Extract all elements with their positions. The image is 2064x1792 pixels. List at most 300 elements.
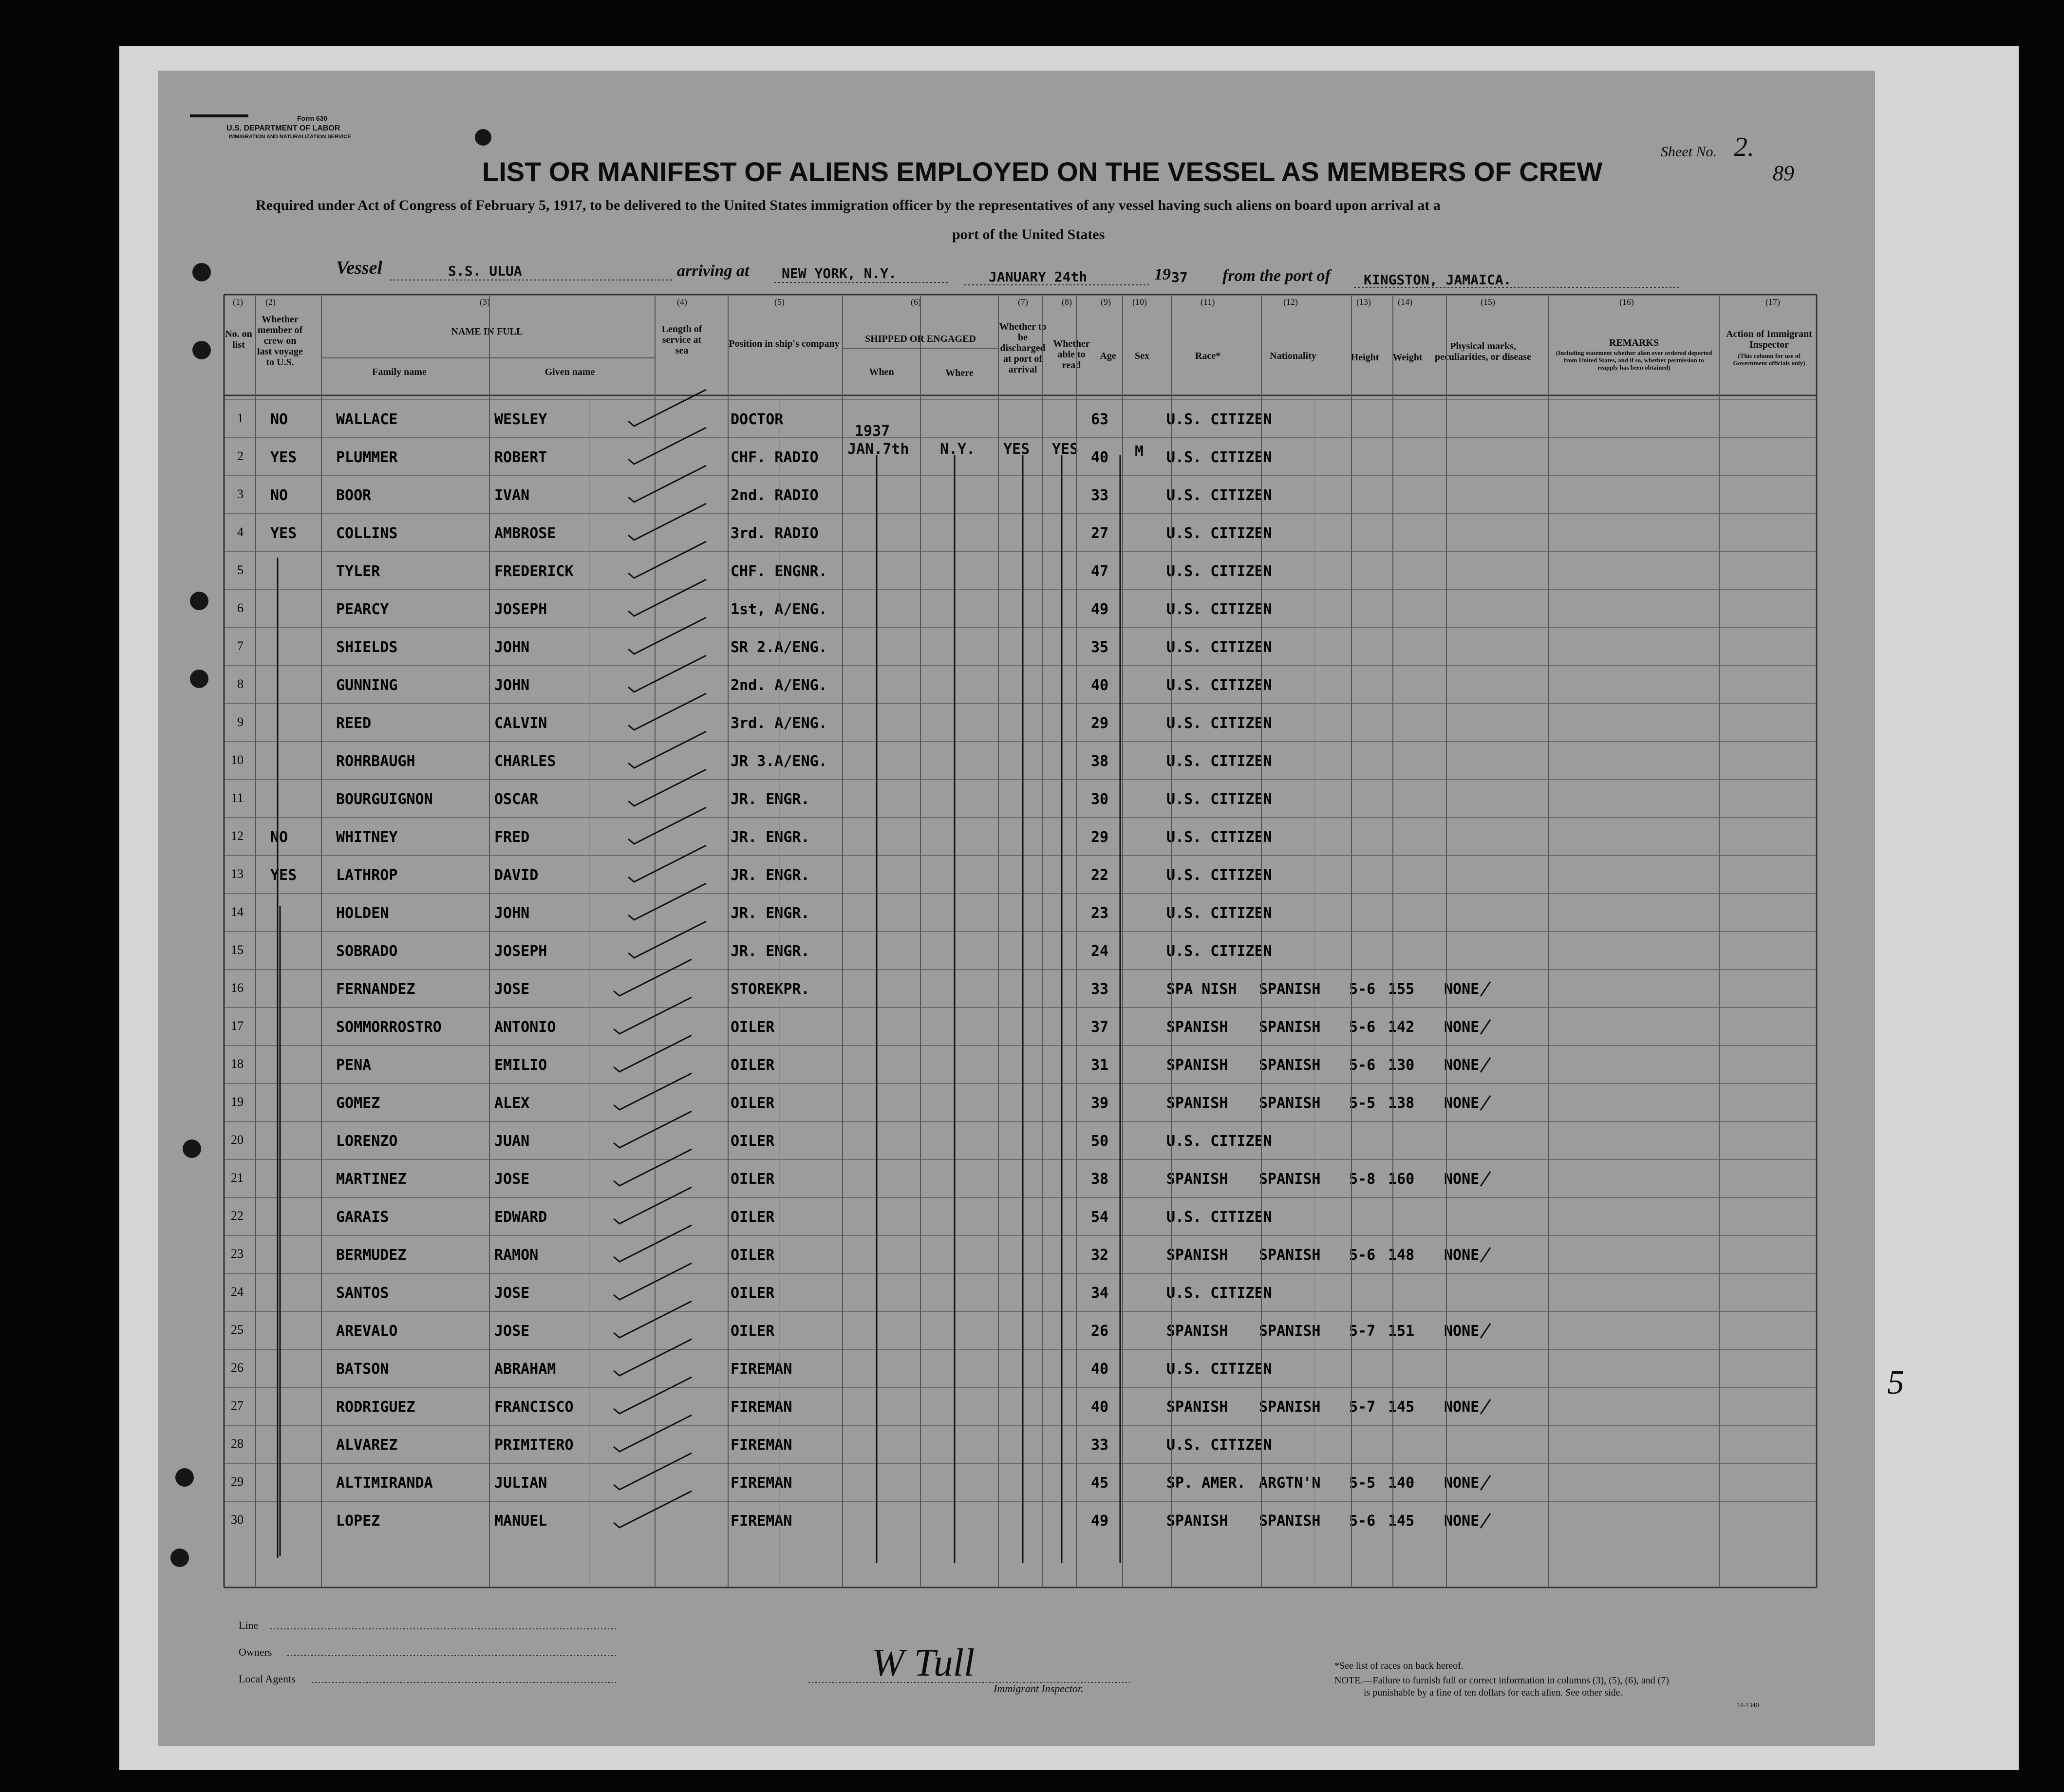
cell-no: 12 bbox=[231, 829, 244, 843]
col-label: Whether member of crew on last voyage to U.S. bbox=[257, 314, 303, 368]
cell-age: 50 bbox=[1091, 1133, 1109, 1150]
cell-family: LOPEZ bbox=[336, 1512, 380, 1530]
col-num: (1) bbox=[233, 297, 243, 307]
cell-wt: 145 bbox=[1388, 1512, 1415, 1530]
cell-wt: 140 bbox=[1388, 1475, 1415, 1492]
cell-family: GARAIS bbox=[336, 1209, 389, 1226]
cell-no: 8 bbox=[237, 677, 244, 691]
col-num: (10) bbox=[1132, 297, 1147, 307]
col-label: Age bbox=[1100, 351, 1116, 361]
cell-race: SPANISH bbox=[1166, 1095, 1228, 1112]
cell-family: GUNNING bbox=[336, 677, 398, 694]
cell-position: DOCTOR bbox=[731, 411, 784, 428]
cell-no: 4 bbox=[237, 525, 244, 539]
where-header: Where bbox=[945, 368, 974, 378]
arrival-date: JANUARY 24th bbox=[989, 269, 1088, 285]
cell-family: GOMEZ bbox=[336, 1095, 380, 1112]
col-num: (13) bbox=[1356, 297, 1371, 307]
cell-last: NO bbox=[270, 411, 288, 428]
cell-nat: SPANISH bbox=[1259, 1019, 1321, 1036]
cell-nat: ARGTN'N bbox=[1259, 1475, 1321, 1492]
cell-position: FIREMAN bbox=[731, 1512, 792, 1530]
cell-family: BATSON bbox=[336, 1361, 389, 1378]
cell-given: ABRAHAM bbox=[494, 1361, 556, 1378]
cell-nat: SPANISH bbox=[1259, 1512, 1321, 1530]
cell-wt: 160 bbox=[1388, 1171, 1415, 1188]
col-label: Whether to be discharged at port of arrival bbox=[999, 321, 1047, 375]
cell-position: JR. ENGR. bbox=[731, 829, 810, 846]
cell-no: 15 bbox=[231, 943, 244, 957]
cell-family: ALTIMIRANDA bbox=[336, 1475, 433, 1492]
cell-family: WHITNEY bbox=[336, 829, 398, 846]
cell-race: SPANISH bbox=[1166, 1019, 1228, 1036]
cell-race: U.S. CITIZEN bbox=[1166, 601, 1272, 618]
cell-marks: NONE bbox=[1444, 1323, 1480, 1340]
cell-ht: 5-6 bbox=[1349, 1512, 1376, 1530]
cell-age: 30 bbox=[1091, 791, 1109, 808]
cell-family: BOURGUIGNON bbox=[336, 791, 433, 808]
cell-wt: 138 bbox=[1388, 1095, 1415, 1112]
cell-position: FIREMAN bbox=[731, 1437, 792, 1454]
cell-position: 3rd. A/ENG. bbox=[731, 715, 827, 732]
cell-race: U.S. CITIZEN bbox=[1166, 1361, 1272, 1378]
cell-race: SPANISH bbox=[1166, 1247, 1228, 1264]
cell-wt: 155 bbox=[1388, 981, 1415, 998]
cell-given: JOSEPH bbox=[494, 601, 547, 618]
cell-age: 33 bbox=[1091, 981, 1109, 998]
col-num: (3) bbox=[480, 297, 490, 307]
form-number: Form 630 bbox=[297, 114, 328, 122]
cell-race: U.S. CITIZEN bbox=[1166, 943, 1272, 960]
cell-nat: SPANISH bbox=[1259, 1399, 1321, 1416]
cell-ht: 5-7 bbox=[1349, 1323, 1376, 1340]
arrival-port: NEW YORK, N.Y. bbox=[782, 265, 897, 281]
cell-position: 3rd. RADIO bbox=[731, 525, 819, 542]
cell-age: 27 bbox=[1091, 525, 1109, 542]
cell-race: U.S. CITIZEN bbox=[1166, 1285, 1272, 1302]
cell-position: STOREKPR. bbox=[731, 981, 810, 998]
cell-age: 40 bbox=[1091, 677, 1109, 694]
cell-no: 5 bbox=[237, 563, 244, 577]
races-note: *See list of races on back hereof. bbox=[1334, 1661, 1464, 1671]
cell-position: FIREMAN bbox=[731, 1475, 792, 1492]
cell-family: PEARCY bbox=[336, 601, 389, 618]
col-label: Length of service at sea bbox=[661, 324, 702, 356]
cell-given: JOHN bbox=[494, 677, 530, 694]
cell-age: 37 bbox=[1091, 1019, 1109, 1036]
cell-race: U.S. CITIZEN bbox=[1166, 1209, 1272, 1226]
cell-given: IVAN bbox=[494, 487, 530, 504]
cell-position: FIREMAN bbox=[731, 1361, 792, 1378]
cell-age: 47 bbox=[1091, 563, 1109, 580]
cell-age: 40 bbox=[1091, 1361, 1109, 1378]
cell-age: 32 bbox=[1091, 1247, 1109, 1264]
cell-family: PLUMMER bbox=[336, 449, 398, 466]
cell-race: SPANISH bbox=[1166, 1171, 1228, 1188]
cell-no: 26 bbox=[231, 1361, 244, 1375]
cell-position: OILER bbox=[731, 1285, 775, 1302]
cell-family: LATHROP bbox=[336, 867, 398, 884]
cell-position: OILER bbox=[731, 1209, 775, 1226]
cell-family: SHIELDS bbox=[336, 639, 398, 656]
cell-position: JR. ENGR. bbox=[731, 867, 810, 884]
cell-age: 38 bbox=[1091, 1171, 1109, 1188]
cell-ht: 5-5 bbox=[1349, 1095, 1376, 1112]
col-label: NAME IN FULL bbox=[451, 326, 523, 337]
cell-no: 21 bbox=[231, 1171, 244, 1185]
cell-ht: 5-7 bbox=[1349, 1399, 1376, 1416]
cell-race: U.S. CITIZEN bbox=[1166, 677, 1272, 694]
cell-position: OILER bbox=[731, 1133, 775, 1150]
col-label: REMARKS bbox=[1609, 337, 1659, 348]
cell-no: 13 bbox=[231, 867, 244, 881]
cell-family: RODRIGUEZ bbox=[336, 1399, 415, 1416]
col-num: (17) bbox=[1765, 297, 1780, 307]
cell-family: LORENZO bbox=[336, 1133, 398, 1150]
cell-given: CHARLES bbox=[494, 753, 556, 770]
cell-given: JOSE bbox=[494, 1171, 530, 1188]
cell-position: OILER bbox=[731, 1247, 775, 1264]
cell-no: 11 bbox=[231, 791, 244, 805]
cell-family: MARTINEZ bbox=[336, 1171, 407, 1188]
cell-marks: NONE bbox=[1444, 1095, 1480, 1112]
cell-no: 17 bbox=[231, 1019, 244, 1033]
cell-ht: 5-8 bbox=[1349, 1171, 1376, 1188]
cell-position: CHF. RADIO bbox=[731, 449, 819, 466]
cell-family: AREVALO bbox=[336, 1323, 398, 1340]
from-port-label: from the port of bbox=[1222, 267, 1331, 285]
col-label: Weight bbox=[1392, 352, 1423, 363]
cell-given: JOSE bbox=[494, 981, 530, 998]
cell-given: AMBROSE bbox=[494, 525, 556, 542]
corner-number: 89 bbox=[1773, 161, 1794, 185]
cell-no: 20 bbox=[231, 1133, 244, 1147]
col-num: (16) bbox=[1619, 297, 1634, 307]
cell-wt: 148 bbox=[1388, 1247, 1415, 1264]
col-label: Physical marks, peculiarities, or disease bbox=[1435, 341, 1531, 362]
when-header: When bbox=[869, 367, 894, 377]
col-num: (7) bbox=[1018, 297, 1028, 307]
cell-race: U.S. CITIZEN bbox=[1166, 753, 1272, 770]
cell-family: BERMUDEZ bbox=[336, 1247, 407, 1264]
cell-race: U.S. CITIZEN bbox=[1166, 449, 1272, 466]
cell-given: FRED bbox=[494, 829, 530, 846]
vessel-name: S.S. ULUA bbox=[448, 263, 522, 279]
cell-age: 63 bbox=[1091, 411, 1109, 428]
owners-label: Owners bbox=[239, 1646, 272, 1658]
cell-marks: NONE bbox=[1444, 981, 1480, 998]
cell-given: JOHN bbox=[494, 639, 530, 656]
col-num: (11) bbox=[1201, 297, 1215, 307]
inspector-label: Immigrant Inspector. bbox=[994, 1682, 1084, 1695]
cell-race: SPANISH bbox=[1166, 1323, 1228, 1340]
cell-family: REED bbox=[336, 715, 372, 732]
cell-race: U.S. CITIZEN bbox=[1166, 525, 1272, 542]
cell-given: EMILIO bbox=[494, 1057, 547, 1074]
cell-no: 2 bbox=[237, 449, 244, 463]
cell-family: SOBRADO bbox=[336, 943, 398, 960]
cell-given: JOHN bbox=[494, 905, 530, 922]
cell-nat: SPANISH bbox=[1259, 1247, 1321, 1264]
cell-nat: SPANISH bbox=[1259, 1323, 1321, 1340]
cell-age: 38 bbox=[1091, 753, 1109, 770]
cell-no: 7 bbox=[237, 639, 244, 653]
cell-no: 22 bbox=[231, 1209, 244, 1223]
cell-given: DAVID bbox=[494, 867, 539, 884]
cell-position: 1st, A/ENG. bbox=[731, 601, 827, 618]
form-code: 14-1340 bbox=[1736, 1702, 1759, 1709]
cell-age: 34 bbox=[1091, 1285, 1109, 1302]
cell-age: 39 bbox=[1091, 1095, 1109, 1112]
cell-no: 10 bbox=[231, 753, 244, 767]
cell-marks: NONE bbox=[1444, 1247, 1480, 1264]
cell-given: RAMON bbox=[494, 1247, 539, 1264]
cell-last: YES bbox=[270, 867, 297, 884]
sex-value: M bbox=[1135, 443, 1144, 460]
col-num: (9) bbox=[1101, 297, 1111, 307]
col-label: Height bbox=[1351, 352, 1379, 363]
col-label: SHIPPED OR ENGAGED bbox=[865, 334, 976, 344]
cell-given: MANUEL bbox=[494, 1512, 547, 1530]
cell-given: FRANCISCO bbox=[494, 1399, 574, 1416]
cell-race: U.S. CITIZEN bbox=[1166, 715, 1272, 732]
cell-family: HOLDEN bbox=[336, 905, 389, 922]
cell-no: 29 bbox=[231, 1475, 244, 1489]
cell-no: 6 bbox=[237, 601, 244, 615]
cell-ht: 5-6 bbox=[1349, 981, 1376, 998]
cell-given: ANTONIO bbox=[494, 1019, 556, 1036]
cell-age: 29 bbox=[1091, 715, 1109, 732]
line-label: Line bbox=[239, 1619, 259, 1631]
col-label: Race* bbox=[1195, 351, 1221, 361]
col-num: (15) bbox=[1481, 297, 1495, 307]
cell-nat: SPANISH bbox=[1259, 1171, 1321, 1188]
cell-age: 49 bbox=[1091, 1512, 1109, 1530]
cell-given: FREDERICK bbox=[494, 563, 574, 580]
cell-position: 2nd. A/ENG. bbox=[731, 677, 827, 694]
cell-no: 16 bbox=[231, 981, 244, 995]
cell-family: WALLACE bbox=[336, 411, 398, 428]
discharged-value: YES bbox=[1003, 441, 1030, 458]
cell-race: U.S. CITIZEN bbox=[1166, 829, 1272, 846]
year-prefix: 19 bbox=[1154, 265, 1171, 283]
cell-age: 40 bbox=[1091, 449, 1109, 466]
cell-given: PRIMITERO bbox=[494, 1437, 574, 1454]
cell-no: 27 bbox=[231, 1399, 244, 1413]
col-label: Nationality bbox=[1270, 351, 1316, 361]
cell-no: 25 bbox=[231, 1323, 244, 1337]
col-num: (14) bbox=[1398, 297, 1412, 307]
cell-wt: 151 bbox=[1388, 1323, 1415, 1340]
cell-age: 24 bbox=[1091, 943, 1109, 960]
col-label: No. on list bbox=[225, 329, 252, 350]
cell-position: 2nd. RADIO bbox=[731, 487, 819, 504]
cell-nat: SPANISH bbox=[1259, 981, 1321, 998]
col-num: (6) bbox=[911, 297, 921, 307]
cell-age: 45 bbox=[1091, 1475, 1109, 1492]
cell-no: 9 bbox=[237, 715, 244, 729]
cell-marks: NONE bbox=[1444, 1512, 1480, 1530]
sheet-number: 2. bbox=[1734, 132, 1754, 162]
cell-age: 35 bbox=[1091, 639, 1109, 656]
shipped-when: JAN.7th bbox=[847, 441, 909, 458]
given-name-header: Given name bbox=[544, 367, 595, 377]
family-name-header: Family name bbox=[372, 367, 427, 377]
col-label: Sex bbox=[1135, 351, 1149, 361]
cell-ht: 5-5 bbox=[1349, 1475, 1376, 1492]
cell-age: 29 bbox=[1091, 829, 1109, 846]
remarks-note: (Including statement whether alien ever ordered deported from United States, and if so, whether permission to reapply has been obtained) bbox=[1556, 349, 1712, 371]
cell-family: PENA bbox=[336, 1057, 372, 1074]
cell-ht: 5-6 bbox=[1349, 1019, 1376, 1036]
cell-no: 3 bbox=[237, 487, 244, 501]
cell-position: OILER bbox=[731, 1323, 775, 1340]
penalty-note-2: is punishable by a fine of ten dollars for each alien. See other side. bbox=[1364, 1687, 1623, 1698]
department-name: U.S. DEPARTMENT OF LABOR bbox=[226, 124, 340, 132]
cell-family: TYLER bbox=[336, 563, 380, 580]
cell-family: BOOR bbox=[336, 487, 372, 504]
cell-race: U.S. CITIZEN bbox=[1166, 487, 1272, 504]
departure-port: KINGSTON, JAMAICA. bbox=[1364, 272, 1512, 288]
cell-nat: SPANISH bbox=[1259, 1057, 1321, 1074]
col-label: Position in ship's company bbox=[729, 338, 840, 349]
manifest-title: LIST OR MANIFEST OF ALIENS EMPLOYED ON THE VESSEL AS MEMBERS OF CREW bbox=[482, 156, 1603, 187]
cell-position: JR. ENGR. bbox=[731, 791, 810, 808]
cell-no: 24 bbox=[231, 1285, 244, 1299]
cell-marks: NONE bbox=[1444, 1399, 1480, 1416]
cell-age: 40 bbox=[1091, 1399, 1109, 1416]
cell-given: JOSE bbox=[494, 1285, 530, 1302]
cell-age: 31 bbox=[1091, 1057, 1109, 1074]
cell-family: SOMMORROSTRO bbox=[336, 1019, 442, 1036]
cell-age: 33 bbox=[1091, 487, 1109, 504]
cell-given: JOSE bbox=[494, 1323, 530, 1340]
arriving-label: arriving at bbox=[677, 262, 750, 280]
col-num: (12) bbox=[1283, 297, 1298, 307]
service-name: IMMIGRATION AND NATURALIZATION SERVICE bbox=[229, 134, 351, 140]
cell-ht: 5-6 bbox=[1349, 1247, 1376, 1264]
margin-mark: 5 bbox=[1887, 1364, 1904, 1401]
col-num: (2) bbox=[265, 297, 276, 307]
col-num: (8) bbox=[1062, 297, 1072, 307]
cell-position: OILER bbox=[731, 1095, 775, 1112]
cell-position: JR. ENGR. bbox=[731, 943, 810, 960]
cell-last: YES bbox=[270, 525, 297, 542]
cell-position: OILER bbox=[731, 1019, 775, 1036]
cell-ht: 5-6 bbox=[1349, 1057, 1376, 1074]
cell-race: U.S. CITIZEN bbox=[1166, 1133, 1272, 1150]
cell-given: OSCAR bbox=[494, 791, 539, 808]
cell-race: U.S. CITIZEN bbox=[1166, 867, 1272, 884]
cell-last: NO bbox=[270, 487, 288, 504]
cell-marks: NONE bbox=[1444, 1475, 1480, 1492]
cell-wt: 130 bbox=[1388, 1057, 1415, 1074]
cell-given: JUAN bbox=[494, 1133, 530, 1150]
cell-no: 28 bbox=[231, 1437, 244, 1451]
sheet-label: Sheet No. bbox=[1661, 144, 1717, 160]
arrival-year: 37 bbox=[1171, 269, 1188, 285]
vessel-label: Vessel bbox=[336, 258, 382, 278]
cell-given: EDWARD bbox=[494, 1209, 547, 1226]
cell-no: 19 bbox=[231, 1095, 244, 1109]
cell-last: NO bbox=[270, 829, 288, 846]
cell-no: 30 bbox=[231, 1512, 244, 1527]
cell-age: 23 bbox=[1091, 905, 1109, 922]
cell-race: SPANISH bbox=[1166, 1057, 1228, 1074]
cell-marks: NONE bbox=[1444, 1057, 1480, 1074]
cell-position: CHF. ENGNR. bbox=[731, 563, 827, 580]
shipped-where: N.Y. bbox=[940, 441, 976, 458]
cell-age: 54 bbox=[1091, 1209, 1109, 1226]
cell-age: 22 bbox=[1091, 867, 1109, 884]
cell-last: YES bbox=[270, 449, 297, 466]
able-to-read-value: YES bbox=[1052, 441, 1079, 458]
cell-no: 1 bbox=[237, 411, 244, 425]
cell-position: OILER bbox=[731, 1057, 775, 1074]
cell-race: U.S. CITIZEN bbox=[1166, 791, 1272, 808]
manifest-subtitle-2: port of the United States bbox=[952, 226, 1105, 243]
inspector-signature: W Tull bbox=[872, 1642, 975, 1684]
cell-race: SPANISH bbox=[1166, 1399, 1228, 1416]
inspector-note: (This column for use of Government officials only) bbox=[1733, 352, 1805, 367]
cell-nat: SPANISH bbox=[1259, 1095, 1321, 1112]
cell-family: ROHRBAUGH bbox=[336, 753, 415, 770]
cell-age: 33 bbox=[1091, 1437, 1109, 1454]
cell-no: 14 bbox=[231, 905, 244, 919]
cell-marks: NONE bbox=[1444, 1171, 1480, 1188]
cell-race: U.S. CITIZEN bbox=[1166, 563, 1272, 580]
col-label: Action of Immigrant Inspector bbox=[1726, 329, 1812, 350]
shipped-year: 1937 bbox=[855, 423, 890, 440]
cell-wt: 145 bbox=[1388, 1399, 1415, 1416]
cell-age: 26 bbox=[1091, 1323, 1109, 1340]
cell-given: ROBERT bbox=[494, 449, 547, 466]
cell-race: SPA NISH bbox=[1166, 981, 1237, 998]
cell-position: OILER bbox=[731, 1171, 775, 1188]
cell-given: CALVIN bbox=[494, 715, 547, 732]
cell-given: JULIAN bbox=[494, 1475, 547, 1492]
cell-race: U.S. CITIZEN bbox=[1166, 1437, 1272, 1454]
manifest-subtitle-1: Required under Act of Congress of February 5, 1917, to be delivered to the United States immigration officer by the representatives of any vessel having such aliens on board upon arrival at a bbox=[256, 197, 1441, 213]
cell-position: JR. ENGR. bbox=[731, 905, 810, 922]
cell-race: SP. AMER. bbox=[1166, 1475, 1246, 1492]
cell-family: SANTOS bbox=[336, 1285, 389, 1302]
cell-position: SR 2.A/ENG. bbox=[731, 639, 827, 656]
cell-age: 49 bbox=[1091, 601, 1109, 618]
cell-no: 18 bbox=[231, 1057, 244, 1071]
cell-race: U.S. CITIZEN bbox=[1166, 639, 1272, 656]
cell-given: ALEX bbox=[494, 1095, 530, 1112]
col-num: (4) bbox=[677, 297, 687, 307]
cell-family: FERNANDEZ bbox=[336, 981, 415, 998]
local-agents-label: Local Agents bbox=[239, 1673, 296, 1685]
cell-family: ALVAREZ bbox=[336, 1437, 398, 1454]
cell-position: FIREMAN bbox=[731, 1399, 792, 1416]
cell-no: 23 bbox=[231, 1247, 244, 1261]
col-label: Whether able to read bbox=[1053, 338, 1090, 371]
cell-race: U.S. CITIZEN bbox=[1166, 905, 1272, 922]
col-num: (5) bbox=[774, 297, 785, 307]
cell-race: SPANISH bbox=[1166, 1512, 1228, 1530]
cell-position: JR 3.A/ENG. bbox=[731, 753, 827, 770]
penalty-note-1: NOTE.—Failure to furnish full or correct information in columns (3), (5), (6), and (7) bbox=[1334, 1675, 1670, 1686]
cell-wt: 142 bbox=[1388, 1019, 1415, 1036]
cell-given: WESLEY bbox=[494, 411, 547, 428]
cell-marks: NONE bbox=[1444, 1019, 1480, 1036]
cell-given: JOSEPH bbox=[494, 943, 547, 960]
cell-family: COLLINS bbox=[336, 525, 398, 542]
cell-race: U.S. CITIZEN bbox=[1166, 411, 1272, 428]
